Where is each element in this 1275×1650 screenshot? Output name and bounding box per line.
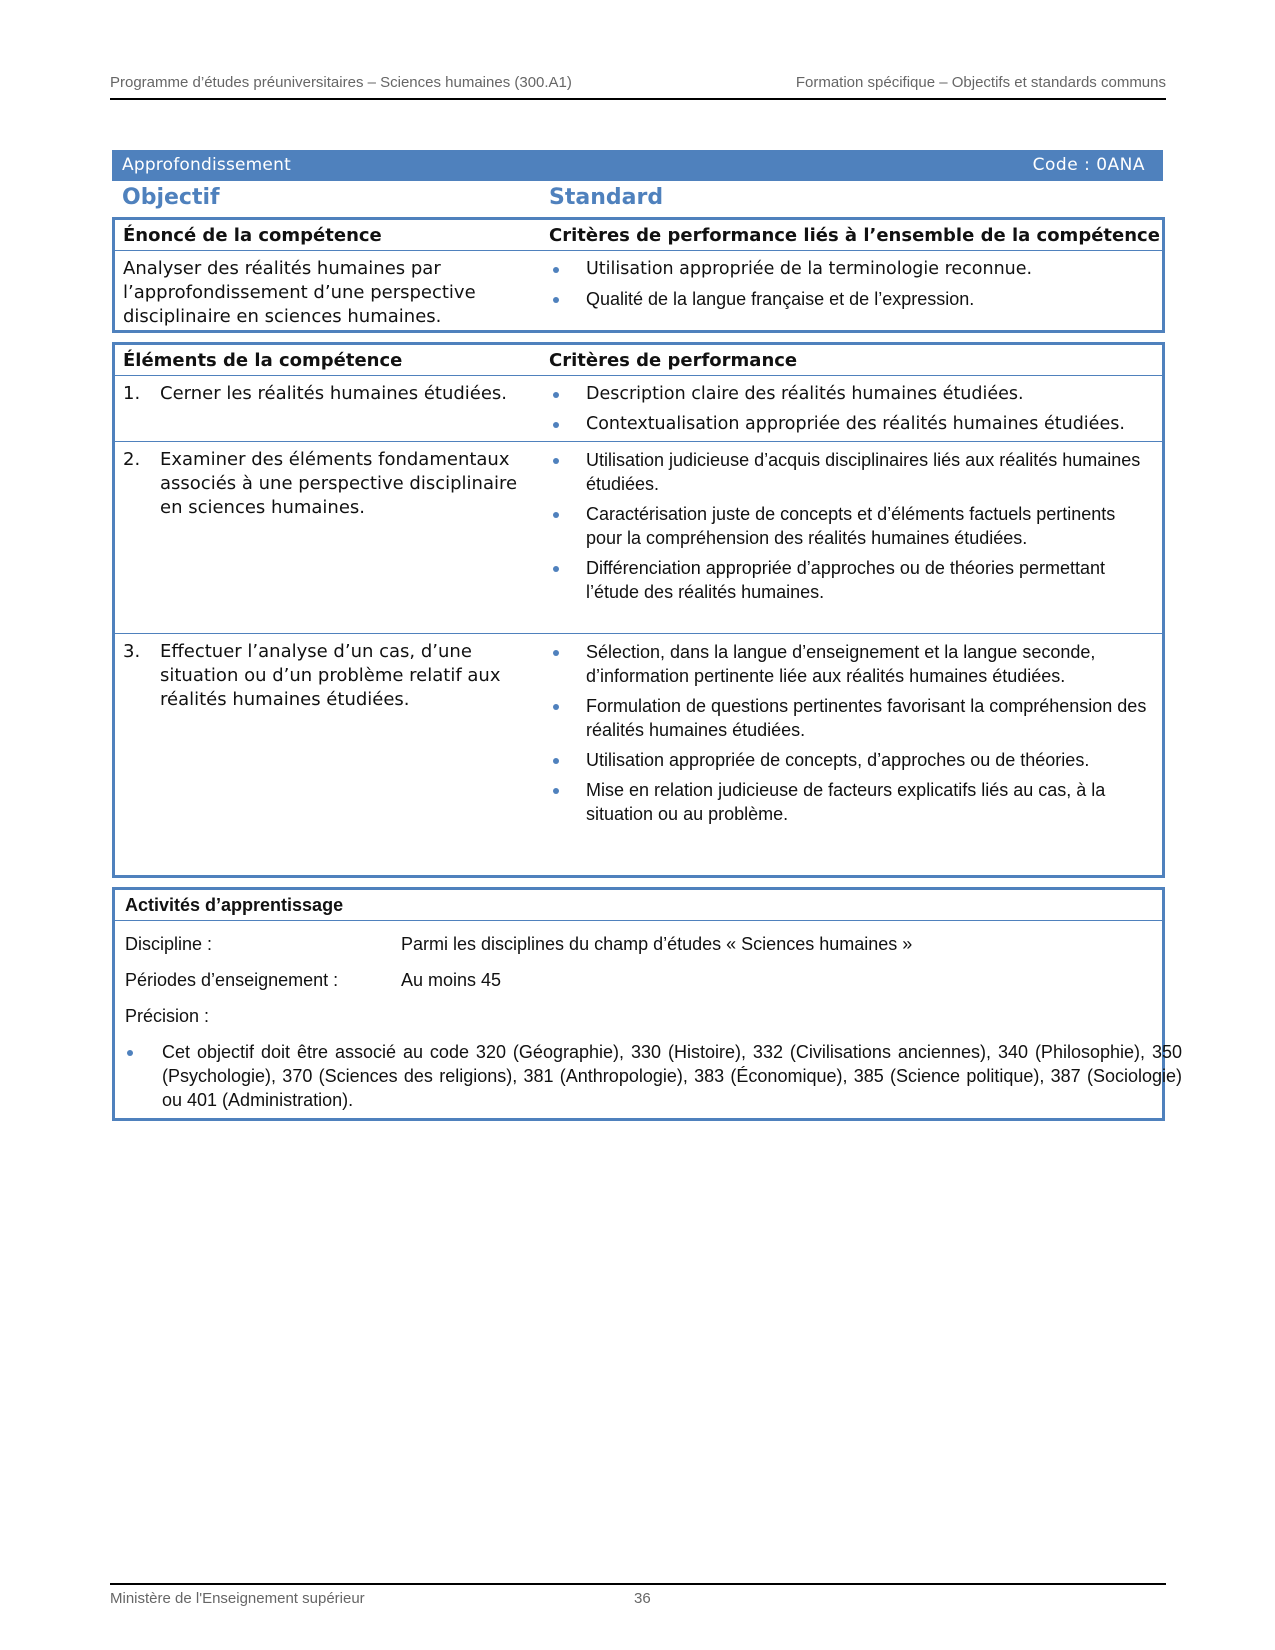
- page-footer: [110, 1583, 1166, 1607]
- footer-ministry: Ministère de l'Enseignement supérieur: [110, 1590, 365, 1607]
- criterion-item: Contextualisation appropriée des réalités humaines étudiées.: [549, 412, 1149, 436]
- global-criteria-header: Critères de performance liés à l’ensemble de la compétence: [549, 225, 1160, 246]
- competence-statement-box: [112, 217, 1165, 333]
- activities-header-row: [115, 890, 1162, 921]
- competence-row: [115, 251, 1162, 329]
- element-criteria: [549, 640, 1149, 832]
- standard-heading: Standard: [549, 185, 664, 210]
- header-program-title: Programme d’études préuniversitaires – Sciences humaines (300.A1): [110, 74, 572, 91]
- page-header: [110, 72, 1166, 100]
- statement-header: Énoncé de la compétence: [123, 225, 382, 246]
- activities-header: Activités d’apprentissage: [125, 895, 344, 915]
- element-criteria: [549, 448, 1149, 610]
- criterion-item: Description claire des réalités humaines étudiées.: [549, 382, 1149, 406]
- element-text: Cerner les réalités humaines étudiées.: [160, 383, 508, 404]
- element-criteria: [549, 382, 1149, 442]
- element-row: [115, 442, 1162, 634]
- global-criteria-list: [549, 257, 1149, 317]
- learning-activities-box: [112, 887, 1182, 1121]
- competence-statement-text: Analyser des réalités humaines par l’approfondissement d’une perspective disciplinaire en sciences humaines.: [123, 258, 476, 327]
- criterion-item: Utilisation appropriée de concepts, d’approches ou de théories.: [549, 748, 1149, 772]
- element-row: [115, 634, 1162, 874]
- course-code: Code : 0ANA: [1032, 155, 1145, 175]
- column-headings: [112, 183, 1163, 215]
- course-title: Approfondissement: [122, 155, 291, 175]
- precision-label: Précision :: [125, 1006, 210, 1026]
- discipline-label: Discipline :: [125, 934, 213, 954]
- precision-text: Cet objectif doit être associé au code 320 (Géographie), 330 (Histoire), 332 (Civilisations anciennes), 340 (Philosophie), 350 (Psychologie), 370 (Sciences des religions), 381 (Anthropologie), 383 (Économique), 385 (Science politique), 387 (Sociologie) ou 401 (Administration).: [125, 1040, 1182, 1112]
- discipline-value: Parmi les disciplines du champ d’études « Sciences humaines »: [401, 934, 913, 954]
- element-row: [115, 376, 1162, 442]
- criterion-item: Différenciation appropriée d’approches ou de théories permettant l’étude des réalités humaines.: [549, 556, 1149, 604]
- periods-label: Périodes d’enseignement :: [125, 970, 339, 990]
- criterion-item: Formulation de questions pertinentes favorisant la compréhension des réalités humaines étudiées.: [549, 694, 1149, 742]
- elements-header: Éléments de la compétence: [123, 350, 403, 371]
- page-number: 36: [634, 1590, 651, 1607]
- objectif-heading: Objectif: [122, 185, 220, 210]
- elements-header-row: [115, 345, 1162, 376]
- competence-header-row: [115, 220, 1162, 251]
- criterion-item: Mise en relation judicieuse de facteurs explicatifs liés au cas, à la situation ou au problème.: [549, 778, 1149, 826]
- criterion-item: Caractérisation juste de concepts et d’éléments factuels pertinents pour la compréhension des réalités humaines étudiées.: [549, 502, 1149, 550]
- element-text: Effectuer l’analyse d’un cas, d’une situation ou d’un problème relatif aux réalités humaines étudiées.: [160, 641, 501, 710]
- header-section-title: Formation spécifique – Objectifs et standards communs: [795, 74, 1166, 91]
- element-number: 2.: [123, 449, 141, 470]
- course-title-bar: [112, 150, 1163, 181]
- element-text: Examiner des éléments fondamentaux associés à une perspective disciplinaire en sciences humaines.: [160, 449, 518, 518]
- competence-elements-box: [112, 342, 1165, 878]
- criterion-item: Qualité de la langue française et de l’expression.: [549, 287, 1149, 311]
- criterion-item: Utilisation appropriée de la terminologie reconnue.: [549, 257, 1149, 281]
- periods-value: Au moins 45: [401, 970, 502, 990]
- criterion-item: Utilisation judicieuse d’acquis disciplinaires liés aux réalités humaines étudiées.: [549, 448, 1149, 496]
- element-number: 3.: [123, 641, 141, 662]
- competence-statement: [123, 257, 523, 329]
- performance-criteria-header: Critères de performance: [549, 350, 798, 371]
- element-number: 1.: [123, 383, 141, 404]
- criterion-item: Sélection, dans la langue d’enseignement et la langue seconde, d’information pertinente liée aux réalités humaines étudiées.: [549, 640, 1149, 688]
